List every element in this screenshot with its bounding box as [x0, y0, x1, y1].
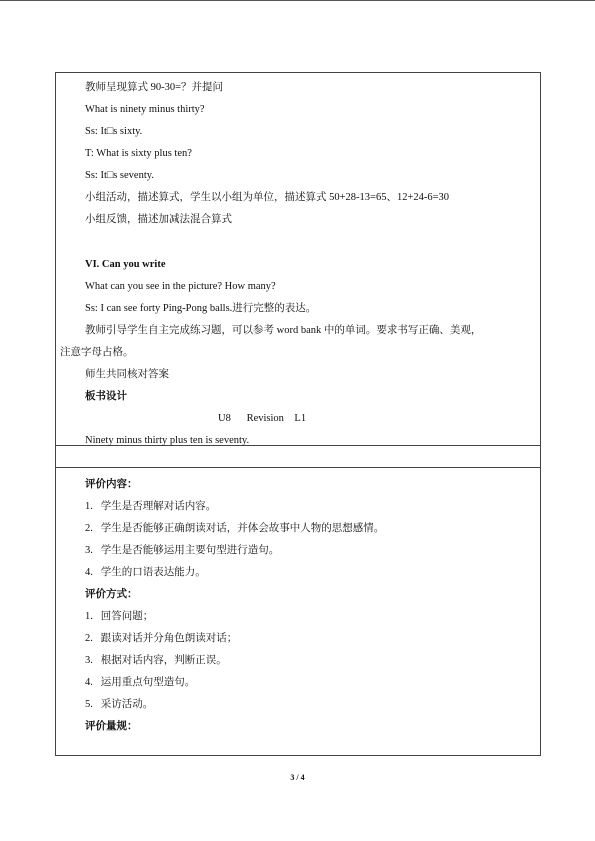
evaluation-item: 3. 学生是否能够运用主要句型进行造句。	[85, 545, 280, 556]
board-unit: U8 Revision L1	[218, 413, 307, 424]
board-sentence: Ninety minus thirty plus ten is seventy.	[85, 435, 250, 446]
section-heading: VI. Can you write	[85, 259, 166, 270]
evaluation-item: 1. 学生是否理解对话内容。	[85, 501, 217, 512]
page-number: 3 / 4	[290, 773, 305, 782]
evaluation-method-title: 评价方式：	[85, 589, 138, 600]
procedure-line: Ss: It□s sixty.	[85, 126, 143, 137]
procedure-line: What can you see in the picture? How many?	[85, 281, 276, 292]
lesson-procedure-cell	[55, 72, 541, 446]
evaluation-cell	[55, 467, 541, 756]
empty-row	[55, 446, 541, 468]
method-item: 3. 根据对话内容，判断正误。	[85, 655, 227, 666]
method-item: 1. 回答问题；	[85, 611, 154, 622]
procedure-line: What is ninety minus thirty?	[85, 104, 205, 115]
procedure-line: 师生共同核对答案	[85, 369, 169, 380]
procedure-line: 教师呈现算式 90-30=？并提问	[85, 82, 224, 93]
procedure-line: Ss: It□s seventy.	[85, 170, 154, 181]
evaluation-item: 4. 学生的口语表达能力。	[85, 567, 206, 578]
method-item: 4. 运用重点句型造句。	[85, 677, 196, 688]
method-item: 5. 采访活动。	[85, 699, 154, 710]
procedure-line: Ss: I can see forty Ping-Pong balls.进行完整的表达。	[85, 303, 317, 314]
procedure-line: 小组活动，描述算式，学生以小组为单位，描述算式 50+28-13=65、12+24-6=30	[85, 192, 450, 203]
procedure-line: T: What is sixty plus ten?	[85, 148, 192, 159]
evaluation-scale-title: 评价量规：	[85, 721, 138, 732]
method-item: 2. 跟读对话并分角色朗读对话；	[85, 633, 238, 644]
evaluation-item: 2. 学生是否能够正确朗读对话，并体会故事中人物的思想感情。	[85, 523, 385, 534]
evaluation-content-title: 评价内容：	[85, 479, 138, 490]
procedure-line: 教师引导学生自主完成练习题，可以参考 word bank 中的单词。要求书写正确、美观，	[85, 325, 482, 336]
page-top-rule	[0, 0, 595, 1]
procedure-line: 小组反馈，描述加减法混合算式	[85, 214, 232, 225]
board-design-title: 板书设计	[85, 391, 127, 402]
procedure-line: 注意字母占格。	[60, 347, 134, 358]
